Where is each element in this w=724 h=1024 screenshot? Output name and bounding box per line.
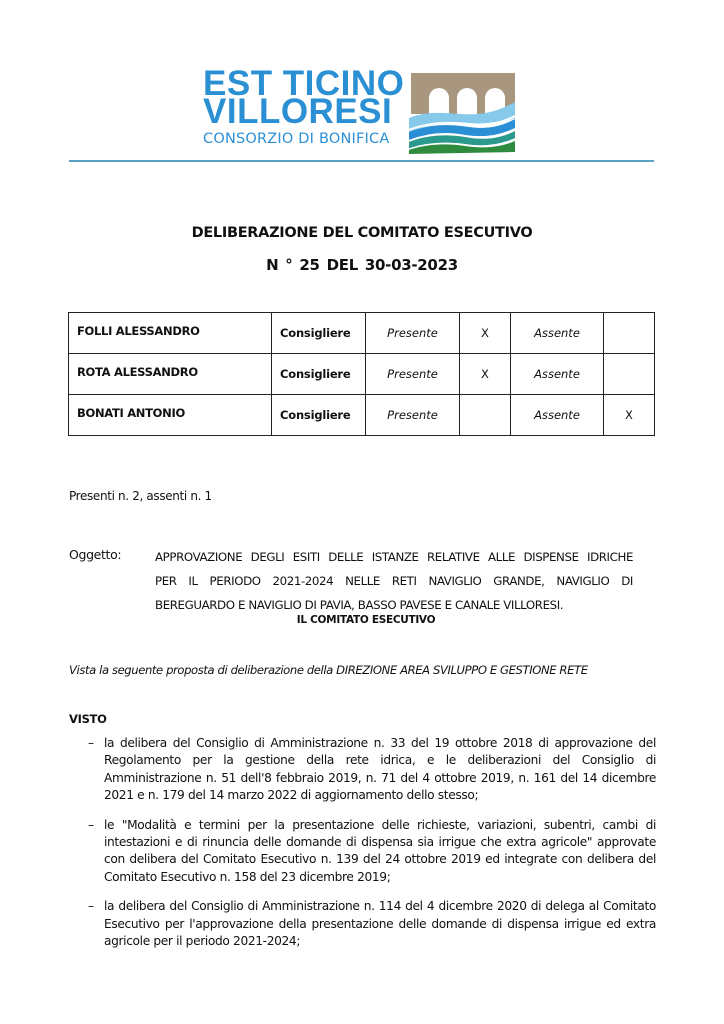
- dash-bullet-icon: –: [88, 736, 94, 750]
- subject-line: PER IL PERIODO 2021-2024 NELLE RETI NAVIGLIO GRANDE, NAVIGLIO DI: [155, 574, 633, 588]
- present-label: Presente: [366, 354, 460, 395]
- document-number-date: N ° 25 DEL 30-03-2023: [266, 256, 458, 274]
- document-title: DELIBERAZIONE DEL COMITATO ESECUTIVO: [191, 225, 533, 241]
- dash-bullet-icon: –: [88, 899, 94, 914]
- bridge-waves-logo-icon: [409, 72, 519, 154]
- dash-bullet-icon: –: [88, 817, 94, 832]
- member-name: ROTA ALESSANDRO: [69, 354, 272, 395]
- present-mark: X: [460, 354, 511, 395]
- table-row: [69, 395, 655, 436]
- present-mark: X: [460, 313, 511, 354]
- member-name: BONATI ANTONIO: [69, 395, 272, 436]
- absent-mark: [604, 354, 655, 395]
- table-row: [69, 354, 655, 395]
- present-mark: [460, 395, 511, 436]
- attendance-summary: Presenti n. 2, assenti n. 1: [69, 489, 212, 503]
- absent-label: Assente: [511, 313, 604, 354]
- member-role: Consigliere: [272, 395, 366, 436]
- member-role: Consigliere: [272, 354, 366, 395]
- absent-label: Assente: [511, 354, 604, 395]
- table-row: [69, 313, 655, 354]
- list-item: [88, 898, 656, 950]
- logo-line-consorzio: CONSORZIO DI BONIFICA: [203, 131, 390, 147]
- absent-mark: [604, 313, 655, 354]
- visto-list: [88, 735, 656, 962]
- subject-line: APPROVAZIONE DEGLI ESITI DELLE ISTANZE RELATIVE ALLE DISPENSE IDRICHE: [155, 550, 633, 564]
- list-item-text: la delibera del Consiglio di Amministrazione n. 33 del 19 ottobre 2018 di approvazione del Regolamento per la gestione della rete idrica, e le deliberazioni del Consiglio di Amministrazione n. 51 dell'8 febbraio 2019, n. 71 del 4 ottobre 2019, n. 161 del 14 dicembre 2021 e n. 179 del 14 marzo 2022 di aggiornamento dello stesso;: [104, 736, 656, 803]
- attendance-table: [68, 312, 655, 436]
- present-label: Presente: [366, 395, 460, 436]
- header-separator: [69, 160, 654, 162]
- logo-line-est-ticino: EST TICINO: [203, 64, 405, 103]
- subject-line: BEREGUARDO E NAVIGLIO DI PAVIA, BASSO PAVESE E CANALE VILLORESI.: [155, 598, 564, 612]
- absent-mark: X: [604, 395, 655, 436]
- list-item: [88, 735, 656, 805]
- logo-line-villoresi: VILLORESI: [203, 92, 393, 131]
- proposal-intro: Vista la seguente proposta di deliberazione della DIREZIONE AREA SVILUPPO E GESTIONE RETE: [69, 663, 588, 677]
- list-item-text: la delibera del Consiglio di Amministrazione n. 114 del 4 dicembre 2020 di delega al Comitato Esecutivo per l'approvazione della presentazione delle domande di dispensa irrigue ed extra agricole per il periodo 2021-2024;: [104, 899, 656, 949]
- logo-wordmark: [203, 64, 405, 148]
- absent-label: Assente: [511, 395, 604, 436]
- subject-label: Oggetto:: [69, 547, 122, 562]
- present-label: Presente: [366, 313, 460, 354]
- visto-heading: VISTO: [69, 712, 107, 726]
- list-item: [88, 817, 656, 887]
- member-name: FOLLI ALESSANDRO: [69, 313, 272, 354]
- list-item-text: le "Modalità e termini per la presentazione delle richieste, variazioni, subentri, cambi di intestazioni e di rinuncia delle domande di dispensa sia irrigue che extra agricole" approvate con delibera del Comitato Esecutivo n. 139 del 24 ottobre 2019 ed integrate con delibera del Comitato Esecutivo n. 158 del 23 dicembre 2019;: [104, 817, 656, 884]
- subject-text: [155, 545, 633, 617]
- committee-heading-text: IL COMITATO ESECUTIVO: [296, 614, 436, 626]
- committee-heading: [0, 614, 724, 626]
- member-role: Consigliere: [272, 313, 366, 354]
